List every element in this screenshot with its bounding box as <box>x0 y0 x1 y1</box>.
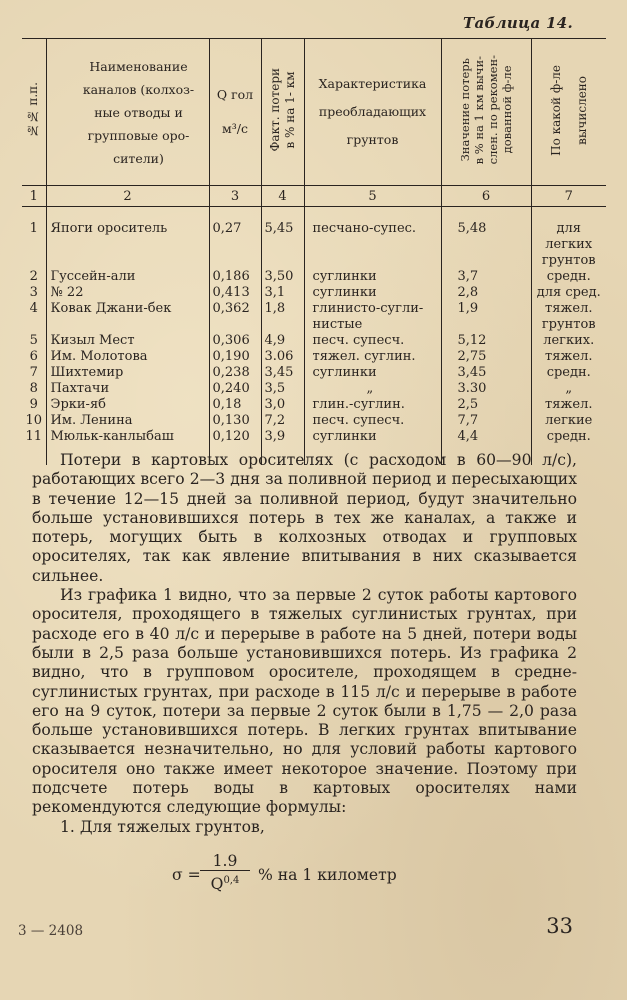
table-row <box>22 269 606 285</box>
formula-rest: % на 1 километр <box>258 866 397 884</box>
cell-q: 0,186 <box>209 269 261 285</box>
paragraph: Потери в картовых оросителях (с расходом в 60—90 л/с), работающих всего 2—3 дня за поливной период и пересыхающих в течение 12—15 дней за поливной период, будут значительно больше установившихся потерь в тех же каналах, а также и потерь, могущих быть в колхозных отводах и групповых оросителях, так как явление впитывания в них сказывается сильнее. <box>32 451 577 585</box>
cell-by: средн. <box>531 429 606 465</box>
cell-soil: песчано-супес. <box>304 207 441 270</box>
cell-fact: 5,45 <box>261 207 304 270</box>
cell-num: 8 <box>29 381 38 396</box>
cell-soil: тяжел. суглин. <box>304 349 441 365</box>
cell-by: тяжел. <box>531 349 606 365</box>
formula <box>172 852 472 892</box>
cell-fact: 3,50 <box>261 269 304 285</box>
cell-name: Им. Молотова <box>46 349 209 365</box>
colnum-1: 1 <box>22 186 46 207</box>
table-row <box>22 349 606 365</box>
header-name: Наименование каналов (колхоз- ные отводы и групповые оро- сители) <box>46 39 209 186</box>
cell-name: Им. Ленина <box>46 413 209 429</box>
table-row <box>22 413 606 429</box>
cell-name: Кизыл Мест <box>46 333 209 349</box>
cell-soil: песч. супесч. <box>304 413 441 429</box>
cell-q: 0,306 <box>209 333 261 349</box>
cell-soil: „ <box>304 381 441 397</box>
cell-num: 4 <box>29 301 38 316</box>
colnum-7: 7 <box>531 186 606 207</box>
formula-numerator: 1.9 <box>200 852 250 871</box>
cell-name: Пахтачи <box>46 381 209 397</box>
cell-value: 3,7 <box>441 269 531 285</box>
cell-by: для сред. <box>531 285 606 301</box>
cell-value: 2,5 <box>441 397 531 413</box>
cell-q: 0,413 <box>209 285 261 301</box>
table-row <box>22 301 606 333</box>
cell-by: средн. <box>531 269 606 285</box>
colnum-5: 5 <box>304 186 441 207</box>
cell-name: № 22 <box>46 285 209 301</box>
cell-num: 3 <box>29 285 38 300</box>
header-by: По какой ф-ле вычислено <box>531 39 606 186</box>
cell-fact: 3,5 <box>261 381 304 397</box>
cell-by: легких. <box>531 333 606 349</box>
cell-q: 0,18 <box>209 397 261 413</box>
cell-soil: суглинки <box>304 365 441 381</box>
colnum-3: 3 <box>209 186 261 207</box>
cell-fact: 1,8 <box>261 301 304 333</box>
cell-name: Шихтемир <box>46 365 209 381</box>
table-row <box>22 285 606 301</box>
colnum-6: 6 <box>441 186 531 207</box>
page-number: 33 <box>546 914 573 938</box>
table-caption: Таблица 14. <box>463 14 573 32</box>
cell-fact: 4,9 <box>261 333 304 349</box>
cell-soil: суглинки <box>304 429 441 465</box>
cell-value: 3.30 <box>441 381 531 397</box>
cell-num: 9 <box>29 397 38 412</box>
formula-denominator: Q$^{0,4}$ <box>210 875 240 894</box>
cell-num: 2 <box>29 269 38 284</box>
list-item: 1. Для тяжелых грунтов, <box>60 817 265 836</box>
cell-fact: 3,45 <box>261 365 304 381</box>
cell-by: тяжел. <box>531 397 606 413</box>
header-fact: Факт. потери в % на 1- км <box>261 39 304 186</box>
cell-q: 0,27 <box>209 207 261 270</box>
table-row <box>22 365 606 381</box>
header-num: №№ п.п. <box>22 39 46 186</box>
cell-fact: 3,1 <box>261 285 304 301</box>
cell-num: 7 <box>29 365 38 380</box>
cell-soil: песч. супесч. <box>304 333 441 349</box>
colnum-4: 4 <box>261 186 304 207</box>
body-text <box>32 451 577 837</box>
cell-soil: глин.-суглин. <box>304 397 441 413</box>
cell-name: Мюльк-канлыбаш <box>46 429 209 465</box>
cell-q: 0,240 <box>209 381 261 397</box>
table-row <box>22 381 606 397</box>
cell-q: 0,120 <box>209 429 261 465</box>
cell-by: „ <box>531 381 606 397</box>
cell-name: Япоги ороситель <box>46 207 209 270</box>
cell-by: легкие <box>531 413 606 429</box>
header-soil: Характеристика преобладающих грунтов <box>304 39 441 186</box>
colnum-2: 2 <box>46 186 209 207</box>
printer-mark: 3 — 2408 <box>18 923 84 939</box>
cell-q: 0,130 <box>209 413 261 429</box>
losses-table <box>22 38 606 465</box>
formula-fraction <box>200 852 250 894</box>
cell-name: Эрки-яб <box>46 397 209 413</box>
cell-value: 5,48 <box>441 207 531 270</box>
cell-by: тяжел. грунтов <box>531 301 606 333</box>
table-row <box>22 207 606 270</box>
cell-fact: 3,9 <box>261 429 304 465</box>
cell-num: 10 <box>25 413 43 428</box>
cell-soil: суглинки <box>304 285 441 301</box>
paragraph: Из графика 1 видно, что за первые 2 суток работы картового оросителя, проходящего в тяжелых суглинистых грунтах, при расходе его в 40 л/с и перерыве в работе на 5 дней, потери воды были в 2,5 раза больше установившихся потерь. Из графика 2 видно, что в групповом оросителе, проходящем в средне-суглинистых грунтах, при расходе в 115 л/с и перерыве в работе его на 9 суток, потери за первые 2 суток были в 1,75 — 2,0 раза больше установившихся потерь. В легких грунтах впитывание сказывается незначительно, но для условий работы картового оросителя оно также имеет некоторое значение. Поэтому при подсчете потерь воды в картовых оросителях нами рекомендуются следующие формулы: <box>32 586 577 817</box>
header-value: Значение потерь в % на 1 км вычи- слен. по рекомен- дованной ф-ле <box>441 39 531 186</box>
cell-value: 5,12 <box>441 333 531 349</box>
cell-fact: 3.06 <box>261 349 304 365</box>
cell-q: 0,362 <box>209 301 261 333</box>
cell-name: Ковак Джани-бек <box>46 301 209 333</box>
cell-value: 4,4 <box>441 429 531 465</box>
cell-num: 5 <box>29 333 38 348</box>
cell-name: Гуссейн-али <box>46 269 209 285</box>
cell-value: 7,7 <box>441 413 531 429</box>
cell-q: 0,238 <box>209 365 261 381</box>
cell-soil: суглинки <box>304 269 441 285</box>
formula-lhs: σ = <box>172 866 201 884</box>
cell-q: 0,190 <box>209 349 261 365</box>
cell-value: 1,9 <box>441 301 531 333</box>
cell-by: для легких грунтов <box>531 207 606 270</box>
header-q: Q гол м³/с <box>209 39 261 186</box>
cell-value: 3,45 <box>441 365 531 381</box>
cell-num: 6 <box>29 349 38 364</box>
table-body <box>22 207 606 466</box>
cell-value: 2,8 <box>441 285 531 301</box>
cell-fact: 7,2 <box>261 413 304 429</box>
table-row <box>22 333 606 349</box>
cell-by: средн. <box>531 365 606 381</box>
cell-num: 11 <box>25 429 43 444</box>
cell-value: 2,75 <box>441 349 531 365</box>
cell-soil: глинисто-сугли- нистые <box>304 301 441 333</box>
table-row <box>22 397 606 413</box>
cell-fact: 3,0 <box>261 397 304 413</box>
cell-num: 1 <box>29 221 38 236</box>
